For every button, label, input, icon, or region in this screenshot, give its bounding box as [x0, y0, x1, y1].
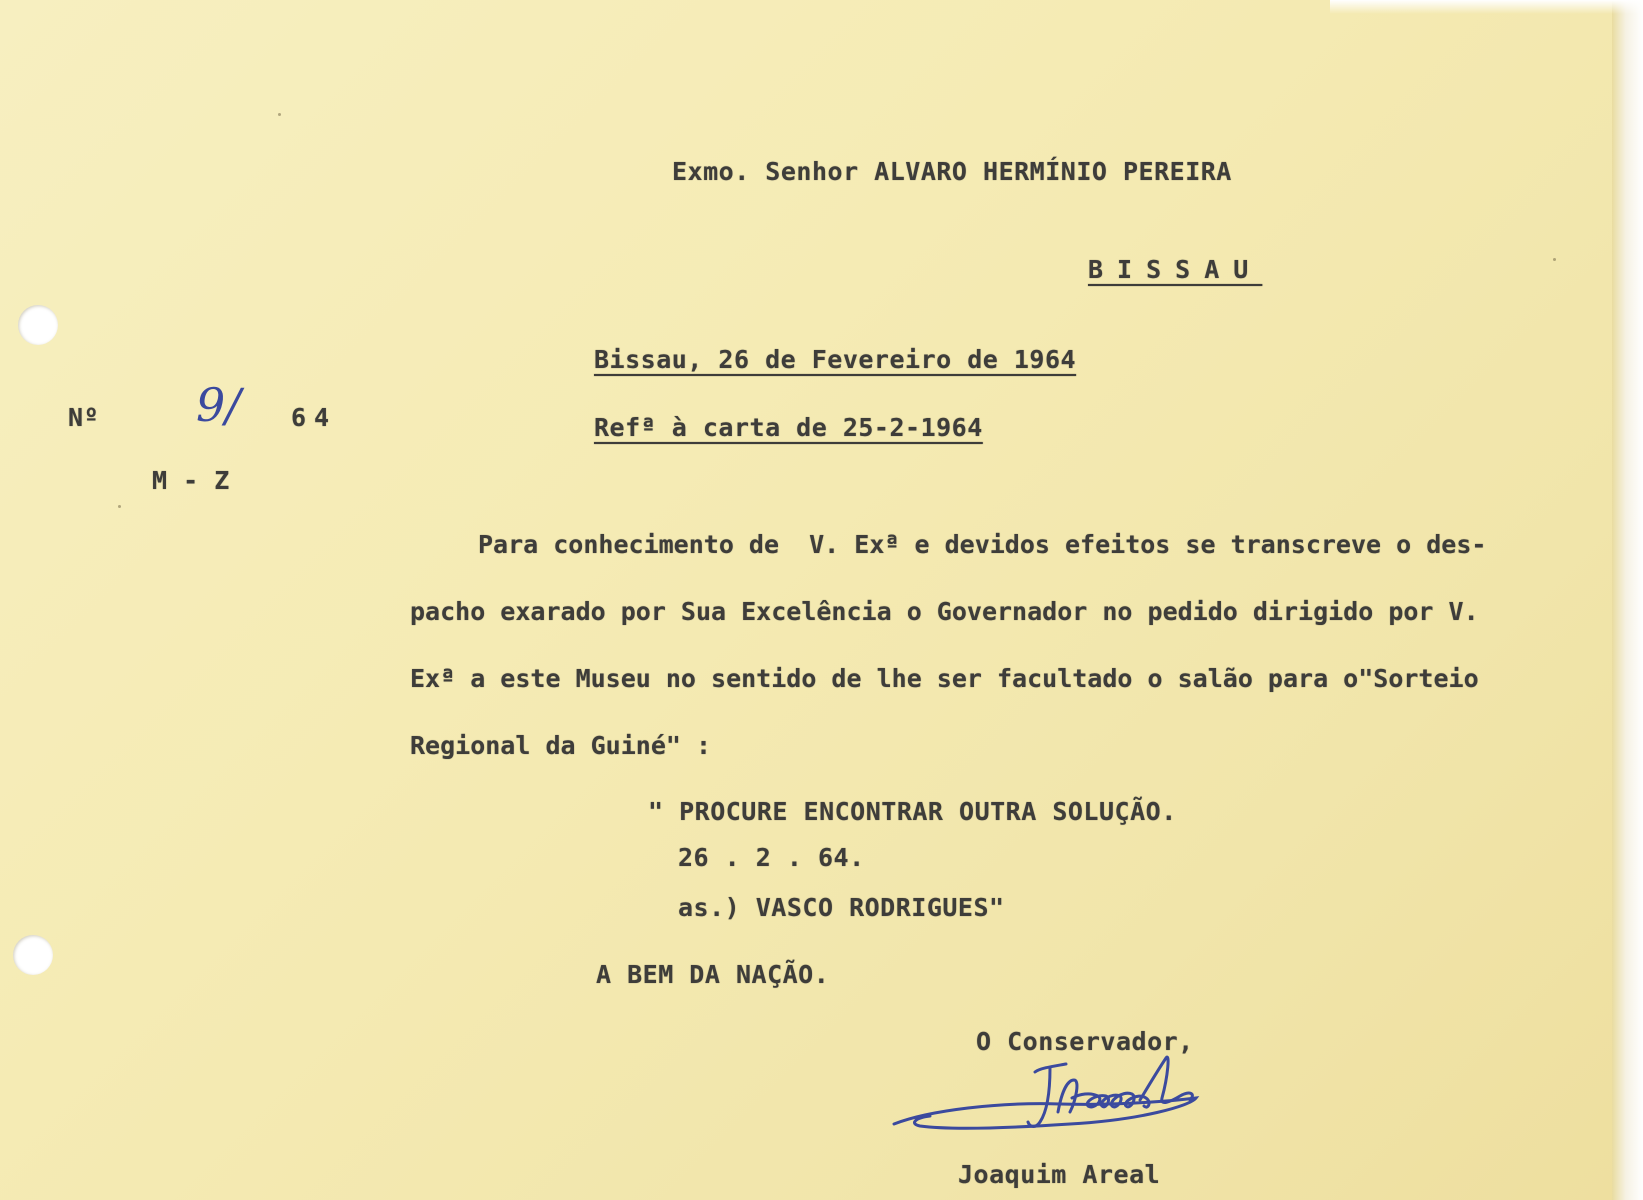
recipient-line: Exmo. Senhor ALVARO HERMÍNIO PEREIRA [672, 157, 1232, 186]
quote-line: " PROCURE ENCONTRAR OUTRA SOLUÇÃO. [648, 797, 1177, 826]
body-line: Exª a este Museu no sentido de lhe ser facultado o salão para o"Sorteio [410, 664, 1479, 693]
body-line: Para conhecimento de V. Exª e devidos efeitos se transcreve o des- [478, 530, 1487, 559]
quote-line: 26 . 2 . 64. [678, 843, 865, 872]
number-year: 64 [291, 403, 338, 432]
body-line: pacho exarado por Sua Excelência o Governador no pedido dirigido por V. [410, 597, 1479, 626]
quote-line: as.) VASCO RODRIGUES" [678, 893, 1005, 922]
place-and-date: Bissau, 26 de Fevereiro de 1964 [594, 345, 1077, 374]
body-line: Regional da Guiné" : [410, 731, 712, 760]
paper-speck [278, 113, 281, 116]
page-edge [1612, 0, 1643, 1200]
handwritten-signature [890, 1040, 1250, 1150]
punch-hole-bottom [13, 935, 53, 975]
number-label: Nº [68, 403, 100, 432]
recipient-city: BISSAU [1088, 255, 1263, 284]
closing-salutation: A BEM DA NAÇÃO. [596, 960, 830, 989]
page-edge-highlight [1330, 0, 1643, 14]
paper-speck [118, 505, 121, 508]
punch-hole-top [18, 305, 58, 345]
paper-speck [1553, 258, 1556, 261]
handwritten-number: 9/ [196, 378, 241, 432]
reference-line: Refª à carta de 25-2-1964 [594, 413, 983, 442]
signer-title: O Conservador, [976, 1027, 1194, 1056]
signer-name: Joaquim Areal [958, 1160, 1161, 1189]
number-code: M - Z [152, 466, 230, 495]
